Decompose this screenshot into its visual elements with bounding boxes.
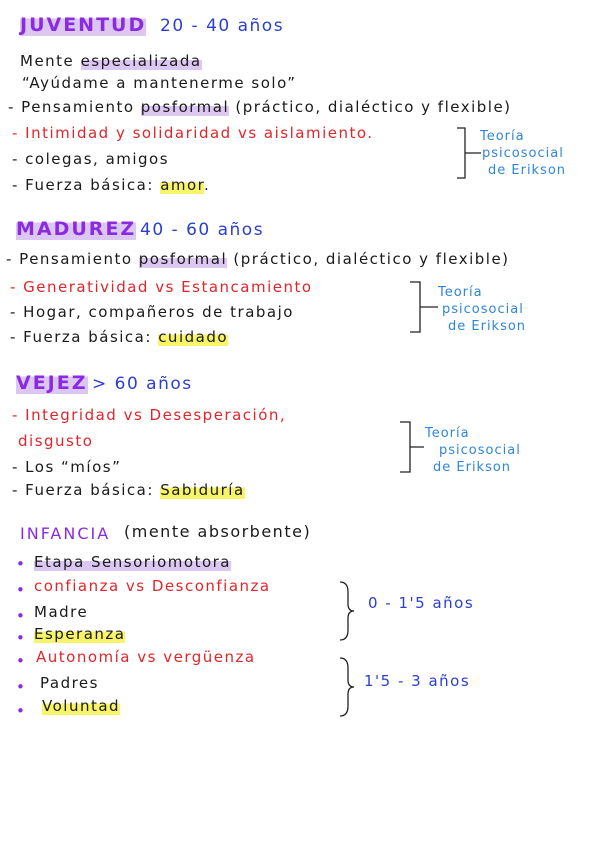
infancia-title: INFANCIA [20, 524, 111, 543]
infancia-range-1: 0 - 1'5 años [368, 594, 475, 612]
infancia-item-confianza: confianza vs Desconfianza [34, 577, 271, 595]
madurez-erikson-ref: Teoría psicosocial de Erikson [438, 285, 527, 334]
juventud-item-pensamiento: - Pensamiento posformal (práctico, dialéctico y flexible) [8, 98, 512, 116]
bullet-dot: • [16, 581, 25, 599]
bullet-dot: • [16, 629, 25, 647]
madurez-title: MADUREZ [16, 218, 137, 240]
vejez-title: VEJEZ [16, 372, 88, 394]
juventud-ages: 20 - 40 años [160, 16, 285, 36]
infancia-item-padres: Padres [40, 674, 99, 692]
juventud-item-crisis: - Intimidad y solidaridad vs aislamiento. [12, 124, 374, 142]
madurez-item-crisis: - Generatividad vs Estancamiento [10, 278, 313, 296]
bullet-dot: • [16, 652, 25, 670]
infancia-bracket-1 [338, 580, 358, 642]
infancia-item-madre: Madre [34, 603, 89, 621]
vejez-item-fuerza: - Fuerza básica: Sabiduría [12, 481, 245, 499]
infancia-item-autonomia: Autonomía vs vergüenza [36, 648, 256, 666]
bullet-dot: • [16, 555, 25, 573]
madurez-item-fuerza: - Fuerza básica: cuidado [10, 328, 229, 346]
bullet-dot: • [16, 702, 25, 720]
juventud-subtitle: Mente especializada [20, 52, 202, 70]
juventud-item-relaciones: - colegas, amigos [12, 150, 170, 168]
infancia-bracket-2 [338, 656, 358, 718]
vejez-erikson-ref: Teoría psicosocial de Erikson [425, 426, 521, 475]
bullet-dot: • [16, 678, 25, 696]
vejez-item-crisis-cont: disgusto [18, 432, 94, 450]
juventud-item-fuerza: - Fuerza básica: amor. [12, 176, 211, 194]
infancia-stage: Etapa Sensoriomotora [34, 553, 231, 571]
madurez-bracket [408, 280, 442, 336]
vejez-bracket [398, 420, 428, 476]
infancia-subtitle: (mente absorbente) [124, 522, 312, 541]
infancia-range-2: 1'5 - 3 años [364, 672, 471, 690]
juventud-quote: “Ayúdame a mantenerme solo” [22, 74, 297, 92]
madurez-item-relaciones: - Hogar, compañeros de trabajo [10, 303, 294, 321]
madurez-ages: 40 - 60 años [140, 220, 265, 240]
juventud-erikson-ref: Teoría psicosocial de Erikson [480, 129, 567, 178]
bullet-dot: • [16, 607, 25, 625]
infancia-item-esperanza: Esperanza [34, 625, 126, 643]
vejez-item-relaciones: - Los “míos” [12, 458, 122, 476]
vejez-item-crisis: - Integridad vs Desesperación, [12, 406, 287, 424]
vejez-ages: > 60 años [92, 374, 193, 394]
juventud-title: JUVENTUD [20, 14, 147, 36]
infancia-item-voluntad: Voluntad [42, 697, 121, 715]
madurez-item-pensamiento: - Pensamiento posformal (práctico, dialéctico y flexible) [6, 250, 510, 268]
